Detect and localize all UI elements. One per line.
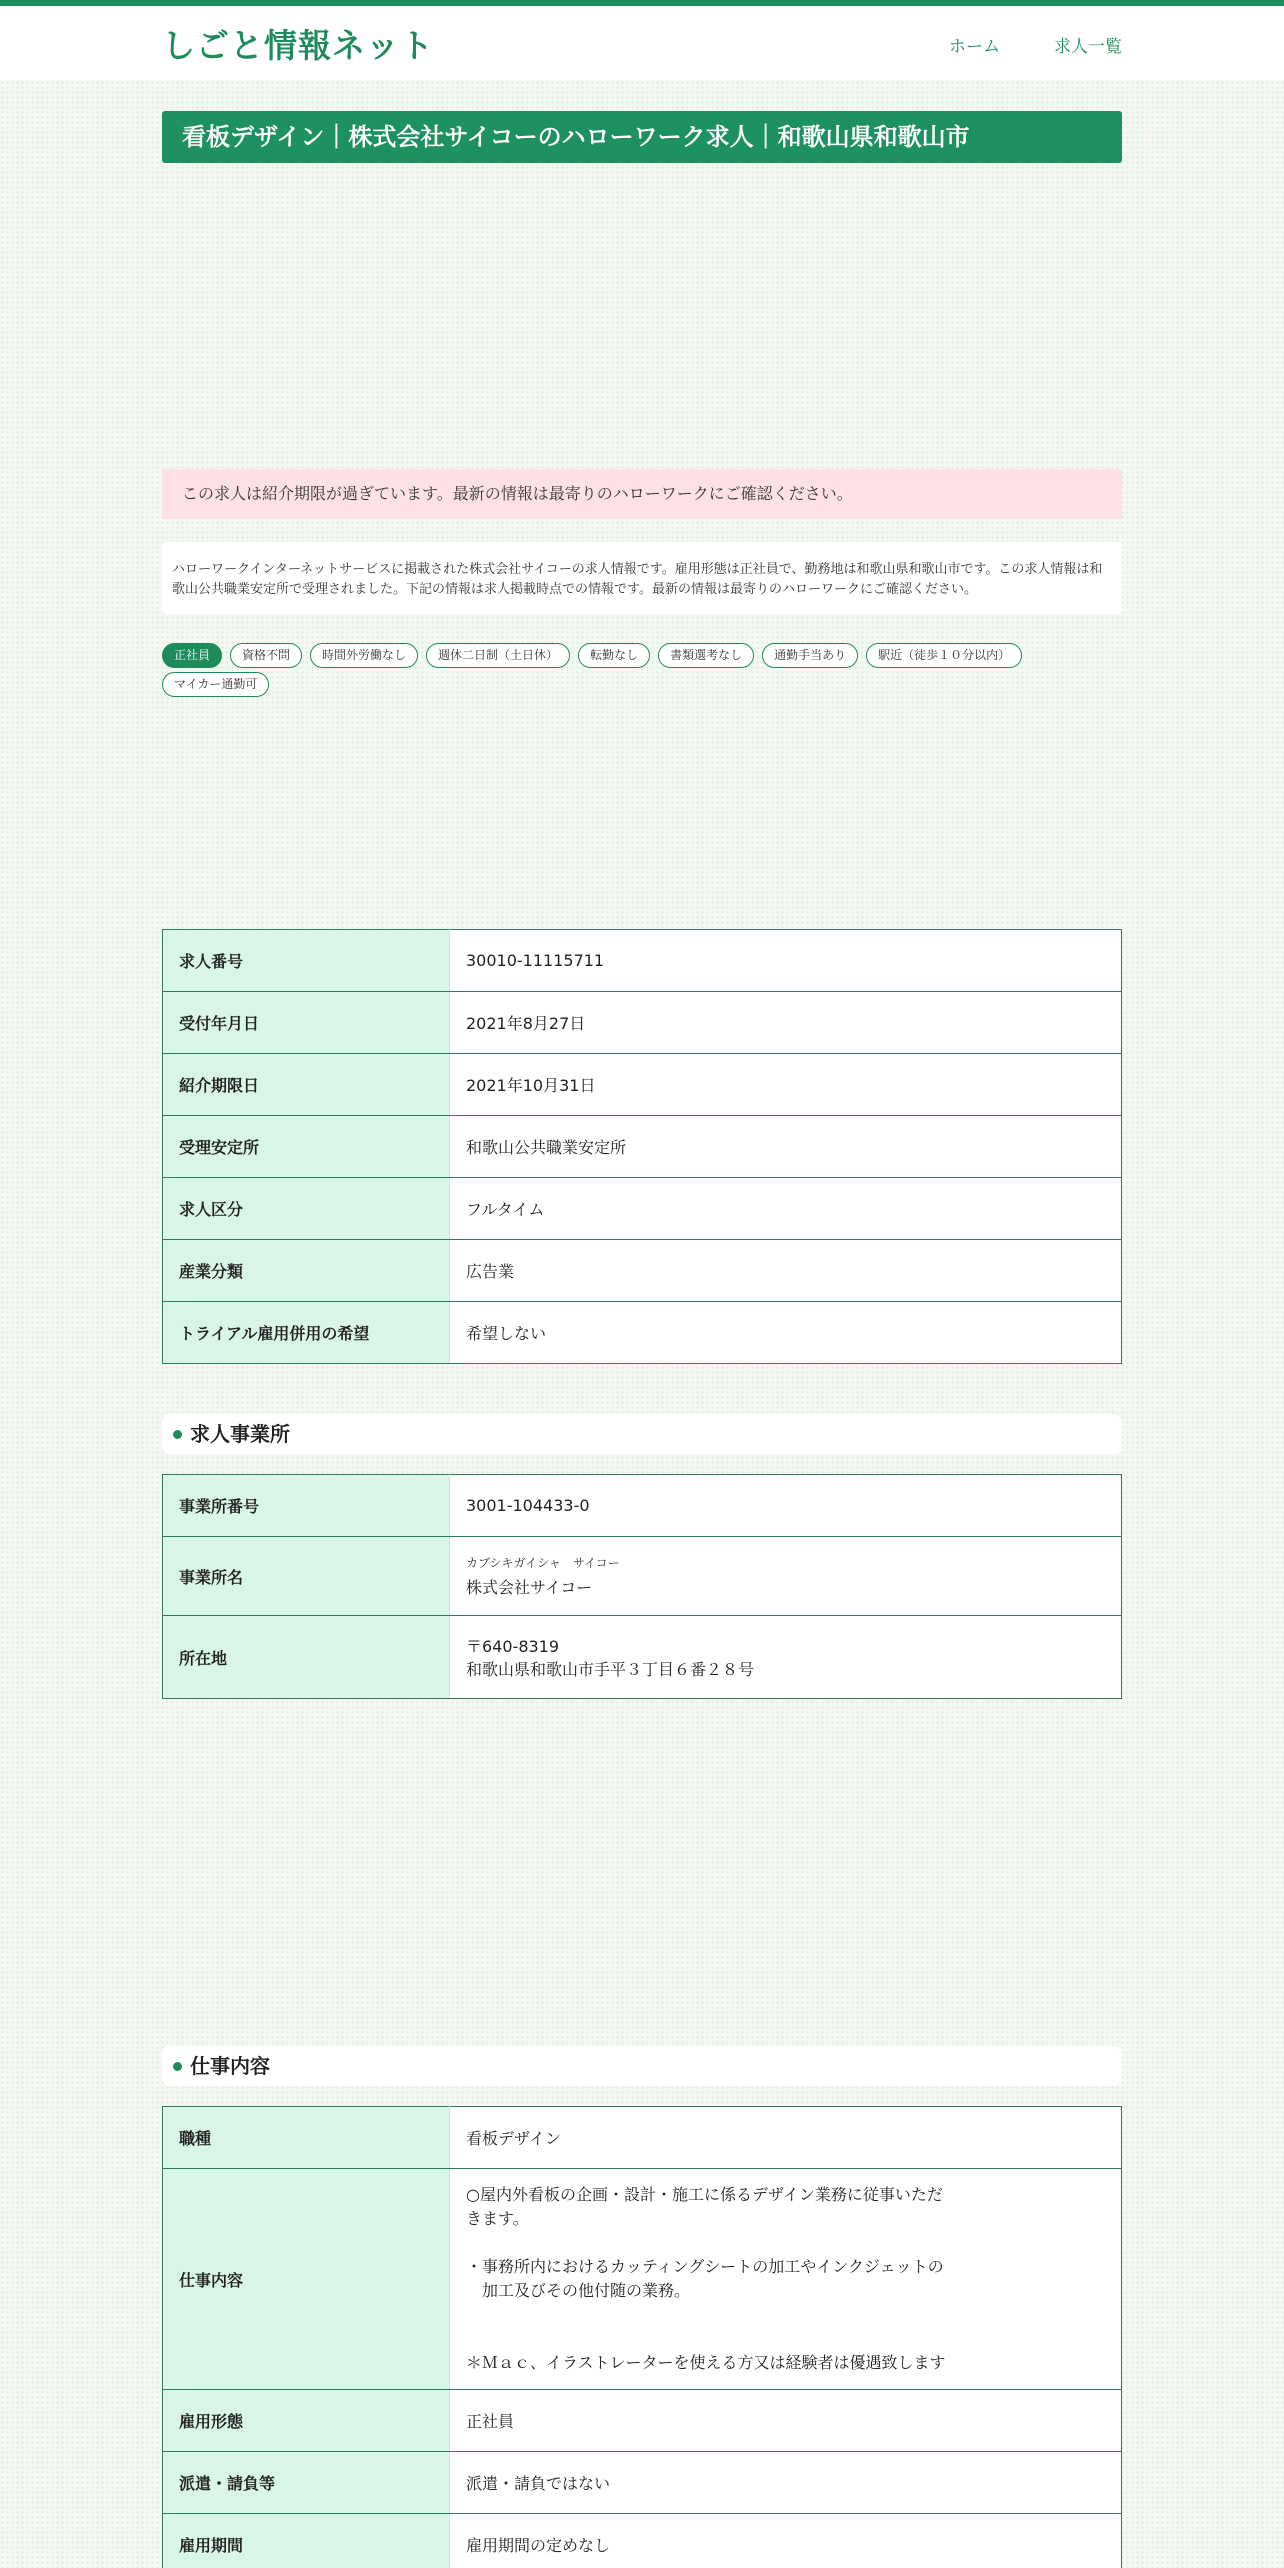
tag: 書類選考なし: [658, 643, 754, 668]
table-row: [163, 1475, 1122, 1537]
office-number: 3001-104433-0: [450, 1475, 1122, 1537]
row-label: 産業分類: [163, 1240, 450, 1302]
row-label: トライアル雇用併用の希望: [163, 1302, 450, 1364]
basic-info-table: [162, 929, 1122, 1364]
row-label: 紹介期限日: [163, 1054, 450, 1116]
job-info-table: [162, 2106, 1122, 2568]
row-value: 広告業: [450, 1240, 1122, 1302]
row-label: 事業所名: [163, 1537, 450, 1616]
table-row: [163, 992, 1122, 1054]
row-label: 求人番号: [163, 930, 450, 992]
row-label: 仕事内容: [163, 2169, 450, 2390]
employment-period: 雇用期間の定めなし: [450, 2514, 1122, 2568]
employment-type: 正社員: [450, 2390, 1122, 2452]
office-name: 株式会社サイコー: [466, 1578, 593, 1597]
row-label: 受付年月日: [163, 992, 450, 1054]
job-section-heading: 仕事内容: [162, 2046, 1122, 2086]
intro-text: ハローワークインターネットサービスに掲載された株式会社サイコーの求人情報です。雇用形態は正社員で、勤務地は和歌山県和歌山市です。この求人情報は和歌山公共職業安定所で受理されました。下記の情報は求人掲載時点での情報です。最新の情報は最寄りのハローワークにご確認ください。: [162, 542, 1122, 614]
tag: 資格不問: [230, 643, 302, 668]
nav-home-link[interactable]: ホーム: [949, 37, 1000, 57]
table-row: [163, 2514, 1122, 2568]
row-value: 希望しない: [450, 1302, 1122, 1364]
table-row: [163, 1054, 1122, 1116]
expired-alert: この求人は紹介期限が過ぎています。最新の情報は最寄りのハローワークにご確認ください。: [162, 469, 1122, 519]
address-cell: [450, 1616, 1122, 1699]
office-section-heading: 求人事業所: [162, 1414, 1122, 1454]
row-value: 2021年10月31日: [450, 1054, 1122, 1116]
tag: マイカー通勤可: [162, 672, 269, 697]
table-row: [163, 2107, 1122, 2169]
table-row: [163, 930, 1122, 992]
occupation: 看板デザイン: [450, 2107, 1122, 2169]
table-row: [163, 1240, 1122, 1302]
site-logo[interactable]: しごと情報ネット: [162, 26, 434, 65]
tag: 時間外労働なし: [310, 643, 418, 668]
table-row: [163, 1178, 1122, 1240]
table-row: [163, 1537, 1122, 1616]
row-label: 事業所番号: [163, 1475, 450, 1537]
job-description: ○屋内外看板の企画・設計・施工に係るデザイン業務に従事いただ きます。 ・事務所内におけるカッティングシートの加工やインクジェットの 加工及びその他付随の業務。 ＊Ｍａｃ、イラストレーターを使える方又は経験者は優遇致します: [450, 2169, 1122, 2390]
row-label: 求人区分: [163, 1178, 450, 1240]
office-name-cell: [450, 1537, 1122, 1616]
feature-tags: [162, 643, 1122, 697]
row-label: 所在地: [163, 1616, 450, 1699]
row-value: 30010-11115711: [450, 930, 1122, 992]
table-row: [163, 1616, 1122, 1699]
page-title: 看板デザイン｜株式会社サイコーのハローワーク求人｜和歌山県和歌山市: [162, 111, 1122, 163]
postal-code: 〒640-8319: [466, 1637, 560, 1656]
tag: 週休二日制（土日休）: [426, 643, 570, 668]
table-row: [163, 1302, 1122, 1364]
dispatch-status: 派遣・請負ではない: [450, 2452, 1122, 2514]
main-nav: [949, 32, 1122, 57]
row-value: フルタイム: [450, 1178, 1122, 1240]
row-label: 派遣・請負等: [163, 2452, 450, 2514]
table-row: [163, 1116, 1122, 1178]
table-row: [163, 2169, 1122, 2390]
tag-employment-type: 正社員: [162, 643, 222, 668]
tag: 通勤手当あり: [762, 643, 858, 668]
table-row: [163, 2452, 1122, 2514]
address: 和歌山県和歌山市手平３丁目６番２８号: [466, 1660, 755, 1679]
office-info-table: [162, 1474, 1122, 1699]
row-value: 和歌山公共職業安定所: [450, 1116, 1122, 1178]
nav-jobs-link[interactable]: 求人一覧: [1054, 37, 1122, 57]
row-label: 受理安定所: [163, 1116, 450, 1178]
row-label: 雇用形態: [163, 2390, 450, 2452]
row-label: 雇用期間: [163, 2514, 450, 2568]
office-name-kana: カブシキガイシャ サイコー: [466, 1556, 620, 1570]
tag: 駅近（徒歩１０分以内）: [866, 643, 1022, 668]
row-value: 2021年8月27日: [450, 992, 1122, 1054]
tag: 転勤なし: [578, 643, 650, 668]
site-header: [0, 6, 1284, 80]
row-label: 職種: [163, 2107, 450, 2169]
table-row: [163, 2390, 1122, 2452]
